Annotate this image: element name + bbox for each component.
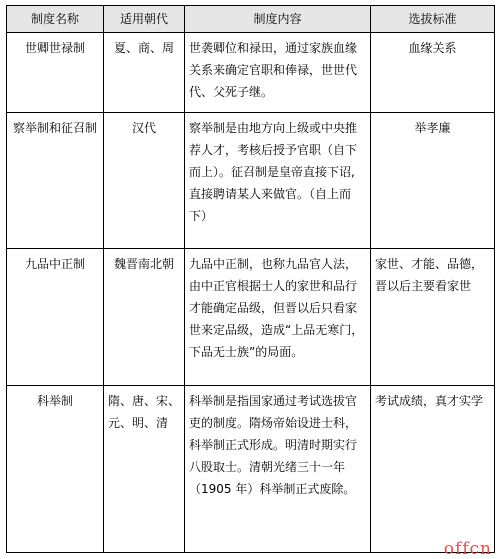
header-cell-name: 制度名称 bbox=[7, 6, 104, 33]
cell-content: 察举制是由地方向上级或中央推荐人才，考核后授予官职（自下而上）。征召制是皇帝直接下诏,直接聘请某人来做官。（自上而下） bbox=[185, 113, 371, 249]
cell-name: 科举制 bbox=[7, 386, 104, 553]
cell-name: 察举制和征召制 bbox=[7, 113, 104, 249]
cell-standard: 家世、才能、品德，晋以后主要看家世 bbox=[371, 249, 495, 386]
table-row bbox=[7, 249, 495, 386]
watermark: offcn bbox=[443, 539, 492, 559]
header-cell-content: 制度内容 bbox=[185, 6, 371, 33]
cell-content: 世袭卿位和禄田，通过家族血缘关系来确定官职和俸禄，世世代代、父死子继。 bbox=[185, 33, 371, 113]
cell-standard: 考试成绩，真才实学 bbox=[371, 386, 495, 553]
cell-dynasty: 汉代 bbox=[104, 113, 185, 249]
table-row bbox=[7, 113, 495, 249]
cell-dynasty: 夏、商、周 bbox=[104, 33, 185, 113]
table-row bbox=[7, 386, 495, 553]
header-row bbox=[7, 6, 495, 33]
cell-content: 九品中正制，也称九品官人法，由中正官根据士人的家世和品行才能确定品级，但晋以后只看家世来定品级，造成“上品无寒门，下品无士族”的局面。 bbox=[185, 249, 371, 386]
cell-content: 科举制是指国家通过考试选拔官吏的制度。隋炀帝始设进士科，科举制正式形成。明清时期实行八股取士。清朝光绪三十一年（1905 年）科举制正式废除。 bbox=[185, 386, 371, 553]
system-table bbox=[6, 5, 495, 553]
cell-dynasty: 魏晋南北朝 bbox=[104, 249, 185, 386]
cell-dynasty: 隋、唐、宋、元、明、清 bbox=[104, 386, 185, 553]
table-row bbox=[7, 33, 495, 113]
cell-standard: 举孝廉 bbox=[371, 113, 495, 249]
header-cell-standard: 选拔标准 bbox=[371, 6, 495, 33]
cell-name: 世卿世禄制 bbox=[7, 33, 104, 113]
cell-standard: 血缘关系 bbox=[371, 33, 495, 113]
header-cell-dynasty: 适用朝代 bbox=[104, 6, 185, 33]
cell-name: 九品中正制 bbox=[7, 249, 104, 386]
